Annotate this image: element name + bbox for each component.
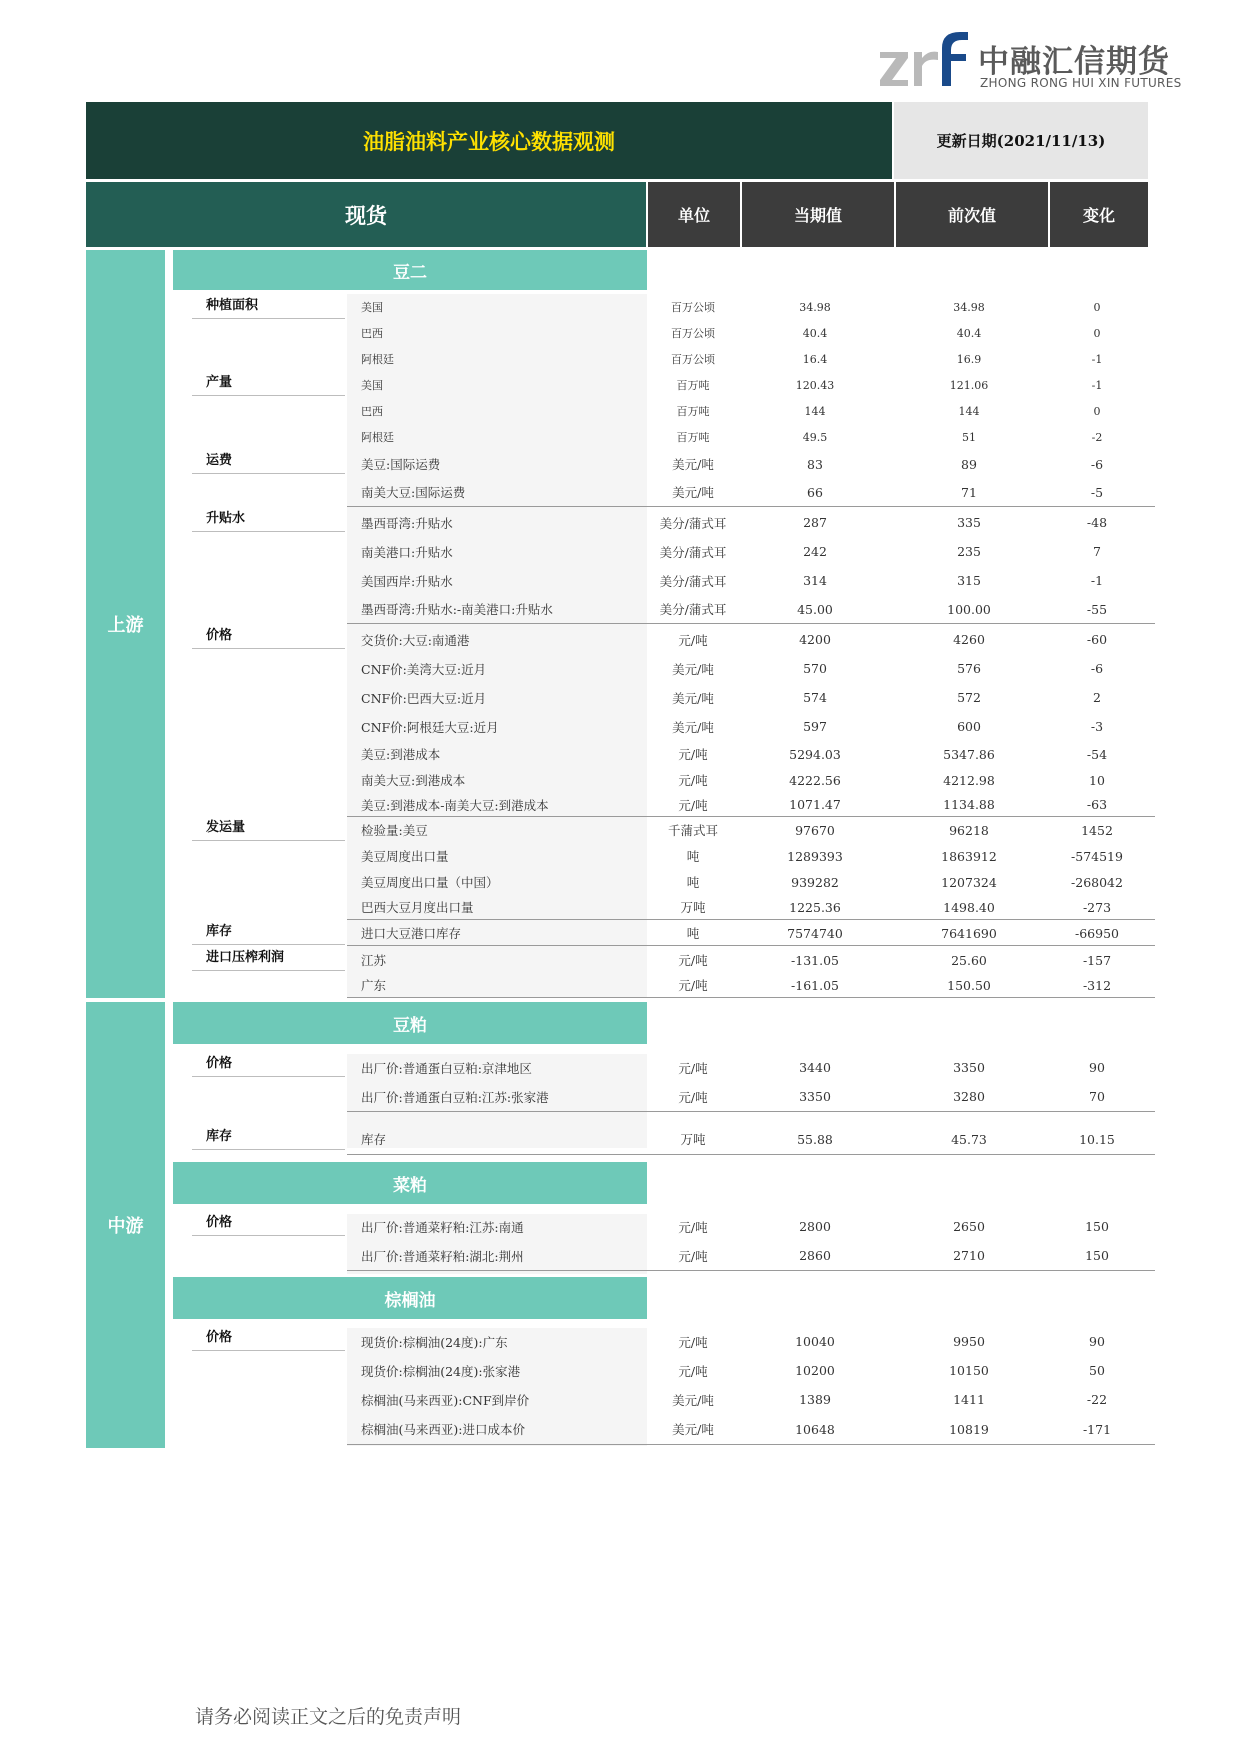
table-row	[347, 973, 1155, 998]
group-label-palm-price: 价格	[192, 1327, 345, 1351]
row-current: -131.05	[791, 952, 839, 968]
row-unit: 百万公顷	[671, 301, 715, 314]
row-name: 出厂价:普通菜籽粕:湖北:荆州	[361, 1248, 524, 1264]
row-name: 检验量:美豆	[361, 823, 428, 838]
row-unit: 万吨	[680, 1132, 706, 1147]
row-change: -5	[1090, 484, 1104, 500]
row-previous: 100.00	[947, 601, 991, 617]
row-unit: 美元/吨	[672, 719, 714, 735]
row-unit: 元/吨	[678, 1363, 708, 1379]
row-current: 40.4	[802, 326, 828, 340]
row-current: 10040	[795, 1334, 835, 1349]
row-name: 美国西岸:升贴水	[361, 573, 453, 589]
row-unit: 元/吨	[678, 978, 708, 993]
table-row	[347, 320, 1155, 346]
row-change: 7	[1093, 544, 1101, 559]
col-header-spot: 现货	[86, 182, 646, 247]
row-change: -55	[1086, 601, 1108, 617]
row-unit: 美元/吨	[672, 661, 714, 677]
row-change: -268042	[1071, 874, 1123, 890]
row-unit: 百万吨	[676, 379, 710, 392]
row-current: 55.88	[797, 1131, 833, 1147]
group-label-freight: 运费	[192, 450, 345, 474]
row-name: 进口大豆港口库存	[361, 926, 462, 941]
row-change: 0	[1093, 326, 1101, 340]
row-name: 巴西	[361, 327, 383, 340]
row-previous: 150.50	[947, 977, 991, 993]
row-current: 66	[807, 484, 823, 500]
row-previous: 10150	[949, 1363, 989, 1378]
row-name: 现货价:棕榈油(24度):张家港	[361, 1363, 521, 1379]
row-previous: 34.98	[953, 300, 985, 314]
row-previous: 51	[962, 430, 976, 444]
row-previous: 5347.86	[943, 746, 995, 762]
table-row	[347, 1212, 1155, 1241]
row-previous: 3280	[953, 1089, 985, 1104]
category-rapemeal: 菜粕	[173, 1162, 647, 1204]
logo-cn-text: 中融汇信期货	[978, 44, 1170, 80]
row-current: 574	[803, 690, 827, 705]
row-previous: 576	[957, 661, 981, 676]
group-label-price: 价格	[192, 625, 345, 649]
row-previous: 235	[957, 544, 981, 559]
row-change: -1	[1091, 378, 1103, 392]
row-name: 库存	[361, 1132, 387, 1147]
category-soybean2: 豆二	[173, 250, 647, 290]
group-label-area: 种植面积	[192, 295, 345, 319]
row-current: 4200	[799, 632, 831, 647]
row-current: 49.5	[802, 430, 828, 444]
row-unit: 吨	[686, 926, 700, 941]
row-current: 1225.36	[789, 899, 841, 915]
row-previous: 1863912	[941, 848, 997, 864]
row-current: 45.00	[797, 601, 833, 617]
row-previous: 89	[961, 456, 977, 472]
row-previous: 25.60	[951, 952, 987, 968]
row-current: 1289393	[787, 848, 843, 864]
category-soymeal: 豆粕	[173, 1002, 647, 1044]
row-change: 1452	[1081, 822, 1113, 838]
table-row	[347, 595, 1155, 624]
row-previous: 335	[957, 515, 981, 530]
row-name: 美豆:到港成本	[361, 747, 441, 762]
table-row	[347, 1124, 1155, 1155]
row-current: 34.98	[799, 300, 831, 314]
row-unit: 美分/蒲式耳	[659, 573, 727, 589]
row-unit: 万吨	[680, 900, 706, 915]
row-name: 巴西	[361, 405, 383, 418]
row-previous: 315	[957, 573, 981, 588]
row-name: 美豆周度出口量	[361, 849, 449, 864]
row-previous: 71	[961, 484, 977, 500]
update-date-box	[894, 102, 1148, 179]
row-previous: 3350	[953, 1060, 985, 1075]
table-row	[347, 398, 1155, 424]
row-change: -312	[1082, 977, 1112, 993]
row-change: 90	[1089, 1060, 1105, 1075]
row-name: CNF价:美湾大豆:近月	[361, 661, 487, 677]
row-previous: 2710	[953, 1248, 985, 1263]
company-logo	[878, 28, 1182, 94]
row-previous: 1411	[953, 1392, 985, 1407]
row-current: 4222.56	[789, 772, 841, 788]
row-current: 5294.03	[789, 746, 841, 762]
row-current: 2860	[799, 1248, 831, 1263]
row-change: -66950	[1075, 925, 1119, 941]
row-change: -171	[1082, 1421, 1112, 1437]
row-current: 2800	[799, 1219, 831, 1234]
table-row	[347, 1385, 1155, 1414]
row-current: 597	[803, 719, 827, 734]
row-unit: 元/吨	[678, 632, 708, 648]
table-row	[347, 1356, 1155, 1385]
row-current: 287	[803, 515, 827, 530]
row-name: 美豆:到港成本-南美大豆:到港成本	[361, 797, 549, 813]
group-label-output: 产量	[192, 372, 345, 396]
row-change: -48	[1086, 515, 1108, 530]
row-previous: 121.06	[949, 378, 989, 392]
row-change: -273	[1082, 899, 1112, 915]
row-previous: 1207324	[941, 874, 997, 890]
table-row	[347, 346, 1155, 372]
row-previous: 4212.98	[943, 772, 995, 788]
row-current: -161.05	[791, 977, 839, 993]
report-title-bar	[86, 102, 892, 179]
table-row	[347, 947, 1155, 973]
row-change: -574519	[1071, 848, 1123, 864]
group-label-meal-stock: 库存	[192, 1126, 345, 1150]
row-unit: 百万公顷	[671, 327, 715, 340]
row-name: 广东	[361, 978, 387, 993]
table-row	[347, 683, 1155, 712]
row-previous: 144	[958, 404, 980, 418]
stage-midstream: 中游	[86, 1002, 165, 1448]
row-change: 70	[1089, 1089, 1105, 1104]
row-current: 570	[803, 661, 827, 676]
table-row	[347, 767, 1155, 793]
row-name: CNF价:阿根廷大豆:近月	[361, 719, 499, 735]
row-current: 10200	[795, 1363, 835, 1378]
row-unit: 百万吨	[676, 431, 710, 444]
row-change: -60	[1086, 632, 1108, 647]
disclaimer-note: 请务必阅读正文之后的免责声明	[195, 1706, 462, 1728]
col-header-current: 当期值	[742, 182, 894, 247]
row-change: -3	[1090, 719, 1104, 734]
row-current: 97670	[795, 822, 835, 838]
row-current: 120.43	[795, 378, 835, 392]
row-change: -6	[1090, 456, 1104, 472]
row-change: -63	[1086, 797, 1108, 812]
row-name: 出厂价:普通蛋白豆粕:京津地区	[361, 1060, 532, 1076]
row-change: 0	[1093, 300, 1101, 314]
row-name: 墨西哥湾:升贴水	[361, 515, 453, 531]
row-current: 314	[803, 573, 827, 588]
table-row	[347, 895, 1155, 920]
row-current: 7574740	[787, 925, 843, 941]
row-change: 0	[1093, 404, 1101, 418]
row-unit: 百万吨	[676, 405, 710, 418]
row-name: 南美港口:升贴水	[361, 544, 453, 560]
row-current: 939282	[791, 874, 839, 890]
table-row	[347, 921, 1155, 946]
table-row	[347, 793, 1155, 817]
row-previous: 96218	[949, 822, 989, 838]
row-unit: 美分/蒲式耳	[659, 544, 727, 560]
row-unit: 吨	[686, 849, 700, 864]
group-label-shipment: 发运量	[192, 817, 345, 841]
table-row	[347, 294, 1155, 320]
table-row	[347, 741, 1155, 767]
row-name: 美国	[361, 379, 383, 392]
table-row	[347, 508, 1155, 537]
row-name: 南美大豆:国际运费	[361, 485, 466, 500]
row-unit: 元/吨	[678, 1060, 708, 1076]
row-unit: 元/吨	[678, 1334, 708, 1350]
row-change: 2	[1093, 690, 1101, 705]
group-label-rape-price: 价格	[192, 1212, 345, 1236]
row-name: 美豆:国际运费	[361, 457, 441, 472]
col-header-unit: 单位	[648, 182, 740, 247]
update-date: 更新日期(2021/11/13)	[936, 132, 1106, 150]
row-previous: 1134.88	[943, 797, 995, 812]
table-row	[347, 537, 1155, 566]
row-name: 出厂价:普通菜籽粕:江苏:南通	[361, 1219, 524, 1235]
row-name: CNF价:巴西大豆:近月	[361, 690, 487, 706]
row-previous: 9950	[953, 1334, 985, 1349]
stage-upstream: 上游	[86, 250, 165, 998]
table-row	[347, 654, 1155, 683]
row-current: 1071.47	[789, 797, 841, 812]
row-current: 16.4	[802, 352, 828, 366]
row-previous: 1498.40	[943, 899, 995, 915]
row-previous: 45.73	[951, 1131, 987, 1147]
row-change: 50	[1089, 1363, 1105, 1378]
col-header-previous: 前次值	[896, 182, 1048, 247]
row-current: 242	[803, 544, 827, 559]
row-change: -2	[1091, 430, 1103, 444]
group-label-crush-margin: 进口压榨利润	[192, 947, 345, 971]
group-label-basis: 升贴水	[192, 508, 345, 532]
group-label-meal-price: 价格	[192, 1053, 345, 1077]
table-row	[347, 712, 1155, 741]
row-name: 棕榈油(马来西亚):进口成本价	[361, 1422, 525, 1437]
row-name: 江苏	[361, 953, 387, 968]
row-unit: 元/吨	[678, 797, 708, 813]
row-name: 出厂价:普通蛋白豆粕:江苏:张家港	[361, 1089, 549, 1105]
col-header-change: 变化	[1050, 182, 1148, 247]
report-title: 油脂油料产业核心数据观测	[363, 129, 615, 154]
row-unit: 美分/蒲式耳	[659, 602, 727, 617]
row-name: 阿根廷	[361, 353, 394, 366]
table-row	[347, 566, 1155, 595]
row-change: -54	[1086, 746, 1108, 762]
row-current: 1389	[799, 1392, 831, 1407]
row-unit: 元/吨	[678, 747, 708, 762]
row-previous: 7641690	[941, 925, 997, 941]
row-current: 3350	[799, 1089, 831, 1104]
row-name: 现货价:棕榈油(24度):广东	[361, 1334, 508, 1350]
row-current: 144	[804, 404, 826, 418]
row-name: 南美大豆:到港成本	[361, 773, 466, 788]
table-row	[347, 625, 1155, 654]
table-row	[347, 450, 1155, 478]
table-row	[347, 817, 1155, 843]
row-name: 美国	[361, 301, 383, 314]
row-unit: 元/吨	[678, 1248, 708, 1264]
table-row	[347, 424, 1155, 450]
table-row	[347, 1241, 1155, 1271]
group-label-stock: 库存	[192, 921, 345, 945]
row-change: 150	[1085, 1219, 1109, 1234]
row-unit: 美分/蒲式耳	[659, 515, 727, 531]
row-current: 3440	[799, 1060, 831, 1075]
table-row	[347, 372, 1155, 398]
row-name: 美豆周度出口量（中国）	[361, 875, 499, 890]
row-unit: 美元/吨	[672, 690, 714, 706]
table-row	[347, 1327, 1155, 1356]
row-unit: 元/吨	[678, 1089, 708, 1105]
row-unit: 美元/吨	[672, 1392, 714, 1408]
row-unit: 元/吨	[678, 773, 708, 788]
row-change: -6	[1090, 661, 1104, 676]
row-change: -22	[1086, 1392, 1108, 1407]
row-name: 墨西哥湾:升贴水:-南美港口:升贴水	[361, 602, 553, 617]
row-current: 10648	[795, 1421, 835, 1437]
table-row	[347, 869, 1155, 895]
table-row	[347, 1414, 1155, 1445]
row-previous: 4260	[953, 632, 985, 647]
row-name: 巴西大豆月度出口量	[361, 900, 474, 915]
zrf-logo-mark	[878, 28, 970, 92]
table-row	[347, 843, 1155, 869]
row-previous: 600	[957, 719, 981, 734]
row-previous: 40.4	[956, 326, 982, 340]
table-row	[347, 1082, 1155, 1112]
row-unit: 美元/吨	[672, 457, 714, 472]
row-name: 交货价:大豆:南通港	[361, 632, 470, 648]
row-change: 150	[1085, 1248, 1109, 1263]
row-unit: 千蒲式耳	[667, 823, 718, 838]
row-change: 90	[1089, 1334, 1105, 1349]
row-name: 阿根廷	[361, 431, 394, 444]
row-current: 83	[807, 456, 823, 472]
row-previous: 2650	[953, 1219, 985, 1234]
row-previous: 16.9	[956, 352, 982, 366]
row-unit: 美元/吨	[672, 485, 714, 500]
category-palm-oil: 棕榈油	[173, 1277, 647, 1319]
row-unit: 吨	[686, 875, 700, 890]
row-unit: 元/吨	[678, 1219, 708, 1235]
table-row	[347, 1053, 1155, 1082]
row-name: 棕榈油(马来西亚):CNF到岸价	[361, 1392, 530, 1408]
row-unit: 美元/吨	[672, 1422, 714, 1437]
row-change: -157	[1082, 952, 1112, 968]
row-change: 10.15	[1079, 1131, 1115, 1147]
row-change: -1	[1090, 573, 1104, 588]
row-unit: 百万公顷	[671, 353, 715, 366]
row-previous: 572	[957, 690, 981, 705]
logo-en-text: ZHONG RONG HUI XIN FUTURES	[980, 76, 1182, 90]
row-change: -1	[1091, 352, 1103, 366]
row-previous: 10819	[949, 1421, 989, 1437]
row-unit: 元/吨	[678, 953, 708, 968]
row-change: 10	[1089, 772, 1105, 788]
table-row	[347, 478, 1155, 507]
